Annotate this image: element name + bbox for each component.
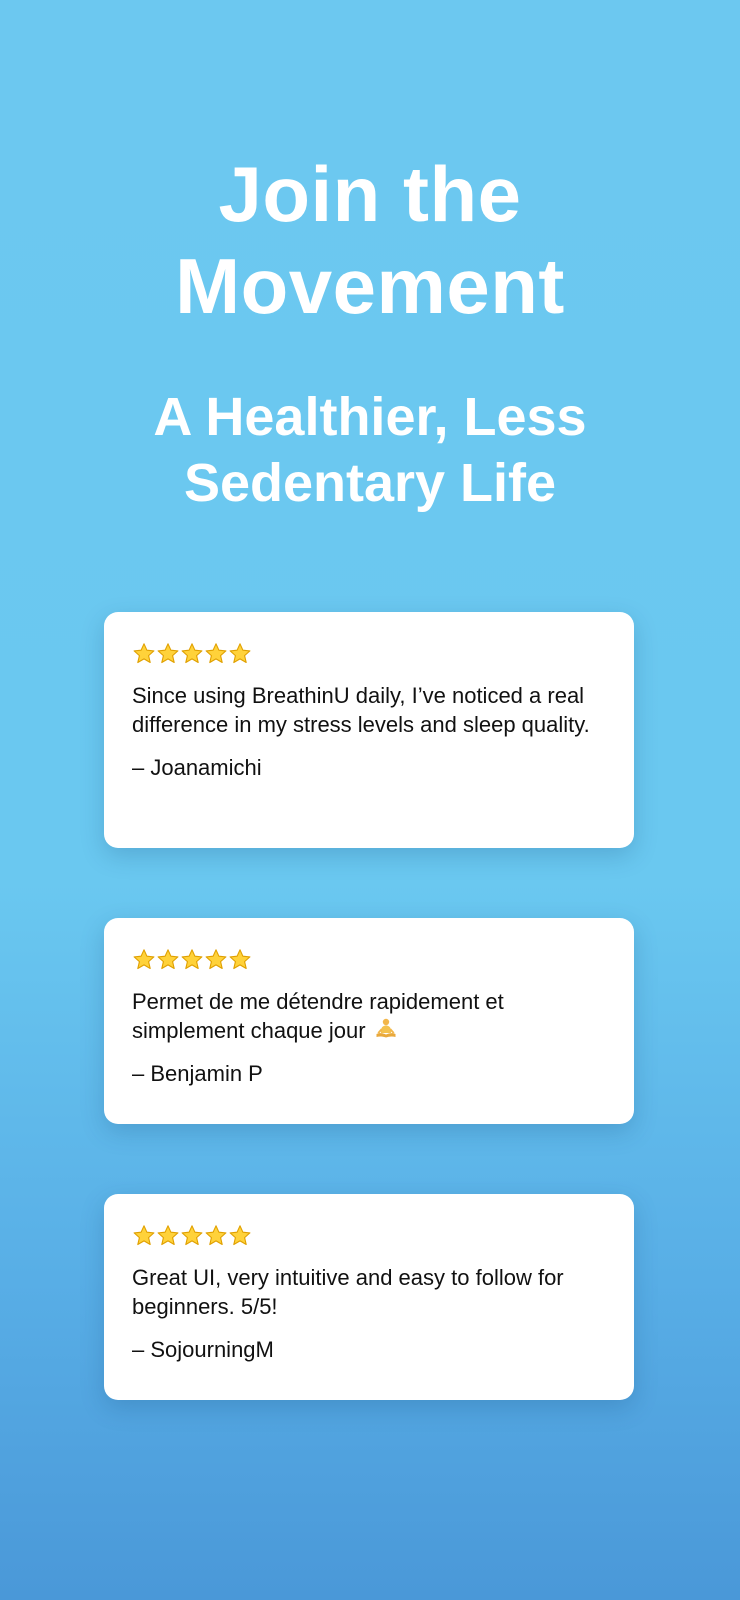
star-icon [180, 948, 204, 972]
hero-subtitle-line-2: Sedentary Life [183, 453, 557, 513]
star-icon [228, 1224, 252, 1248]
star-icon [132, 948, 156, 972]
star-rating [132, 639, 606, 669]
hero-subtitle-line-1: A Healthier, Less [153, 387, 587, 447]
hero-title [0, 148, 740, 332]
review-card [104, 1194, 634, 1400]
star-icon [228, 948, 252, 972]
star-icon [204, 1224, 228, 1248]
star-icon [204, 642, 228, 666]
star-rating [132, 1221, 606, 1251]
hero-subtitle [0, 384, 740, 516]
review-text-container [132, 987, 606, 1045]
review-author: – SojourningM [132, 1337, 274, 1362]
review-card [104, 918, 634, 1124]
review-text: Great UI, very intuitive and easy to follow for beginners. 5/5! [132, 1265, 564, 1319]
star-rating [132, 945, 606, 975]
star-icon [228, 642, 252, 666]
star-icon [156, 642, 180, 666]
review-card [104, 612, 634, 848]
review-author: – Benjamin P [132, 1061, 263, 1086]
star-icon [132, 1224, 156, 1248]
star-icon [180, 1224, 204, 1248]
review-text: Since using BreathinU daily, I’ve noticed a real difference in my stress levels and sleep quality. [132, 683, 590, 737]
meditation-icon [374, 1017, 398, 1041]
review-author: – Joanamichi [132, 755, 262, 780]
star-icon [204, 948, 228, 972]
hero-title-line-1: Join the [218, 150, 522, 238]
hero-title-line-2: Movement [175, 242, 565, 330]
star-icon [180, 642, 204, 666]
star-icon [156, 1224, 180, 1248]
star-icon [132, 642, 156, 666]
star-icon [156, 948, 180, 972]
review-text: Permet de me détendre rapidement et simplement chaque jour [132, 989, 504, 1043]
